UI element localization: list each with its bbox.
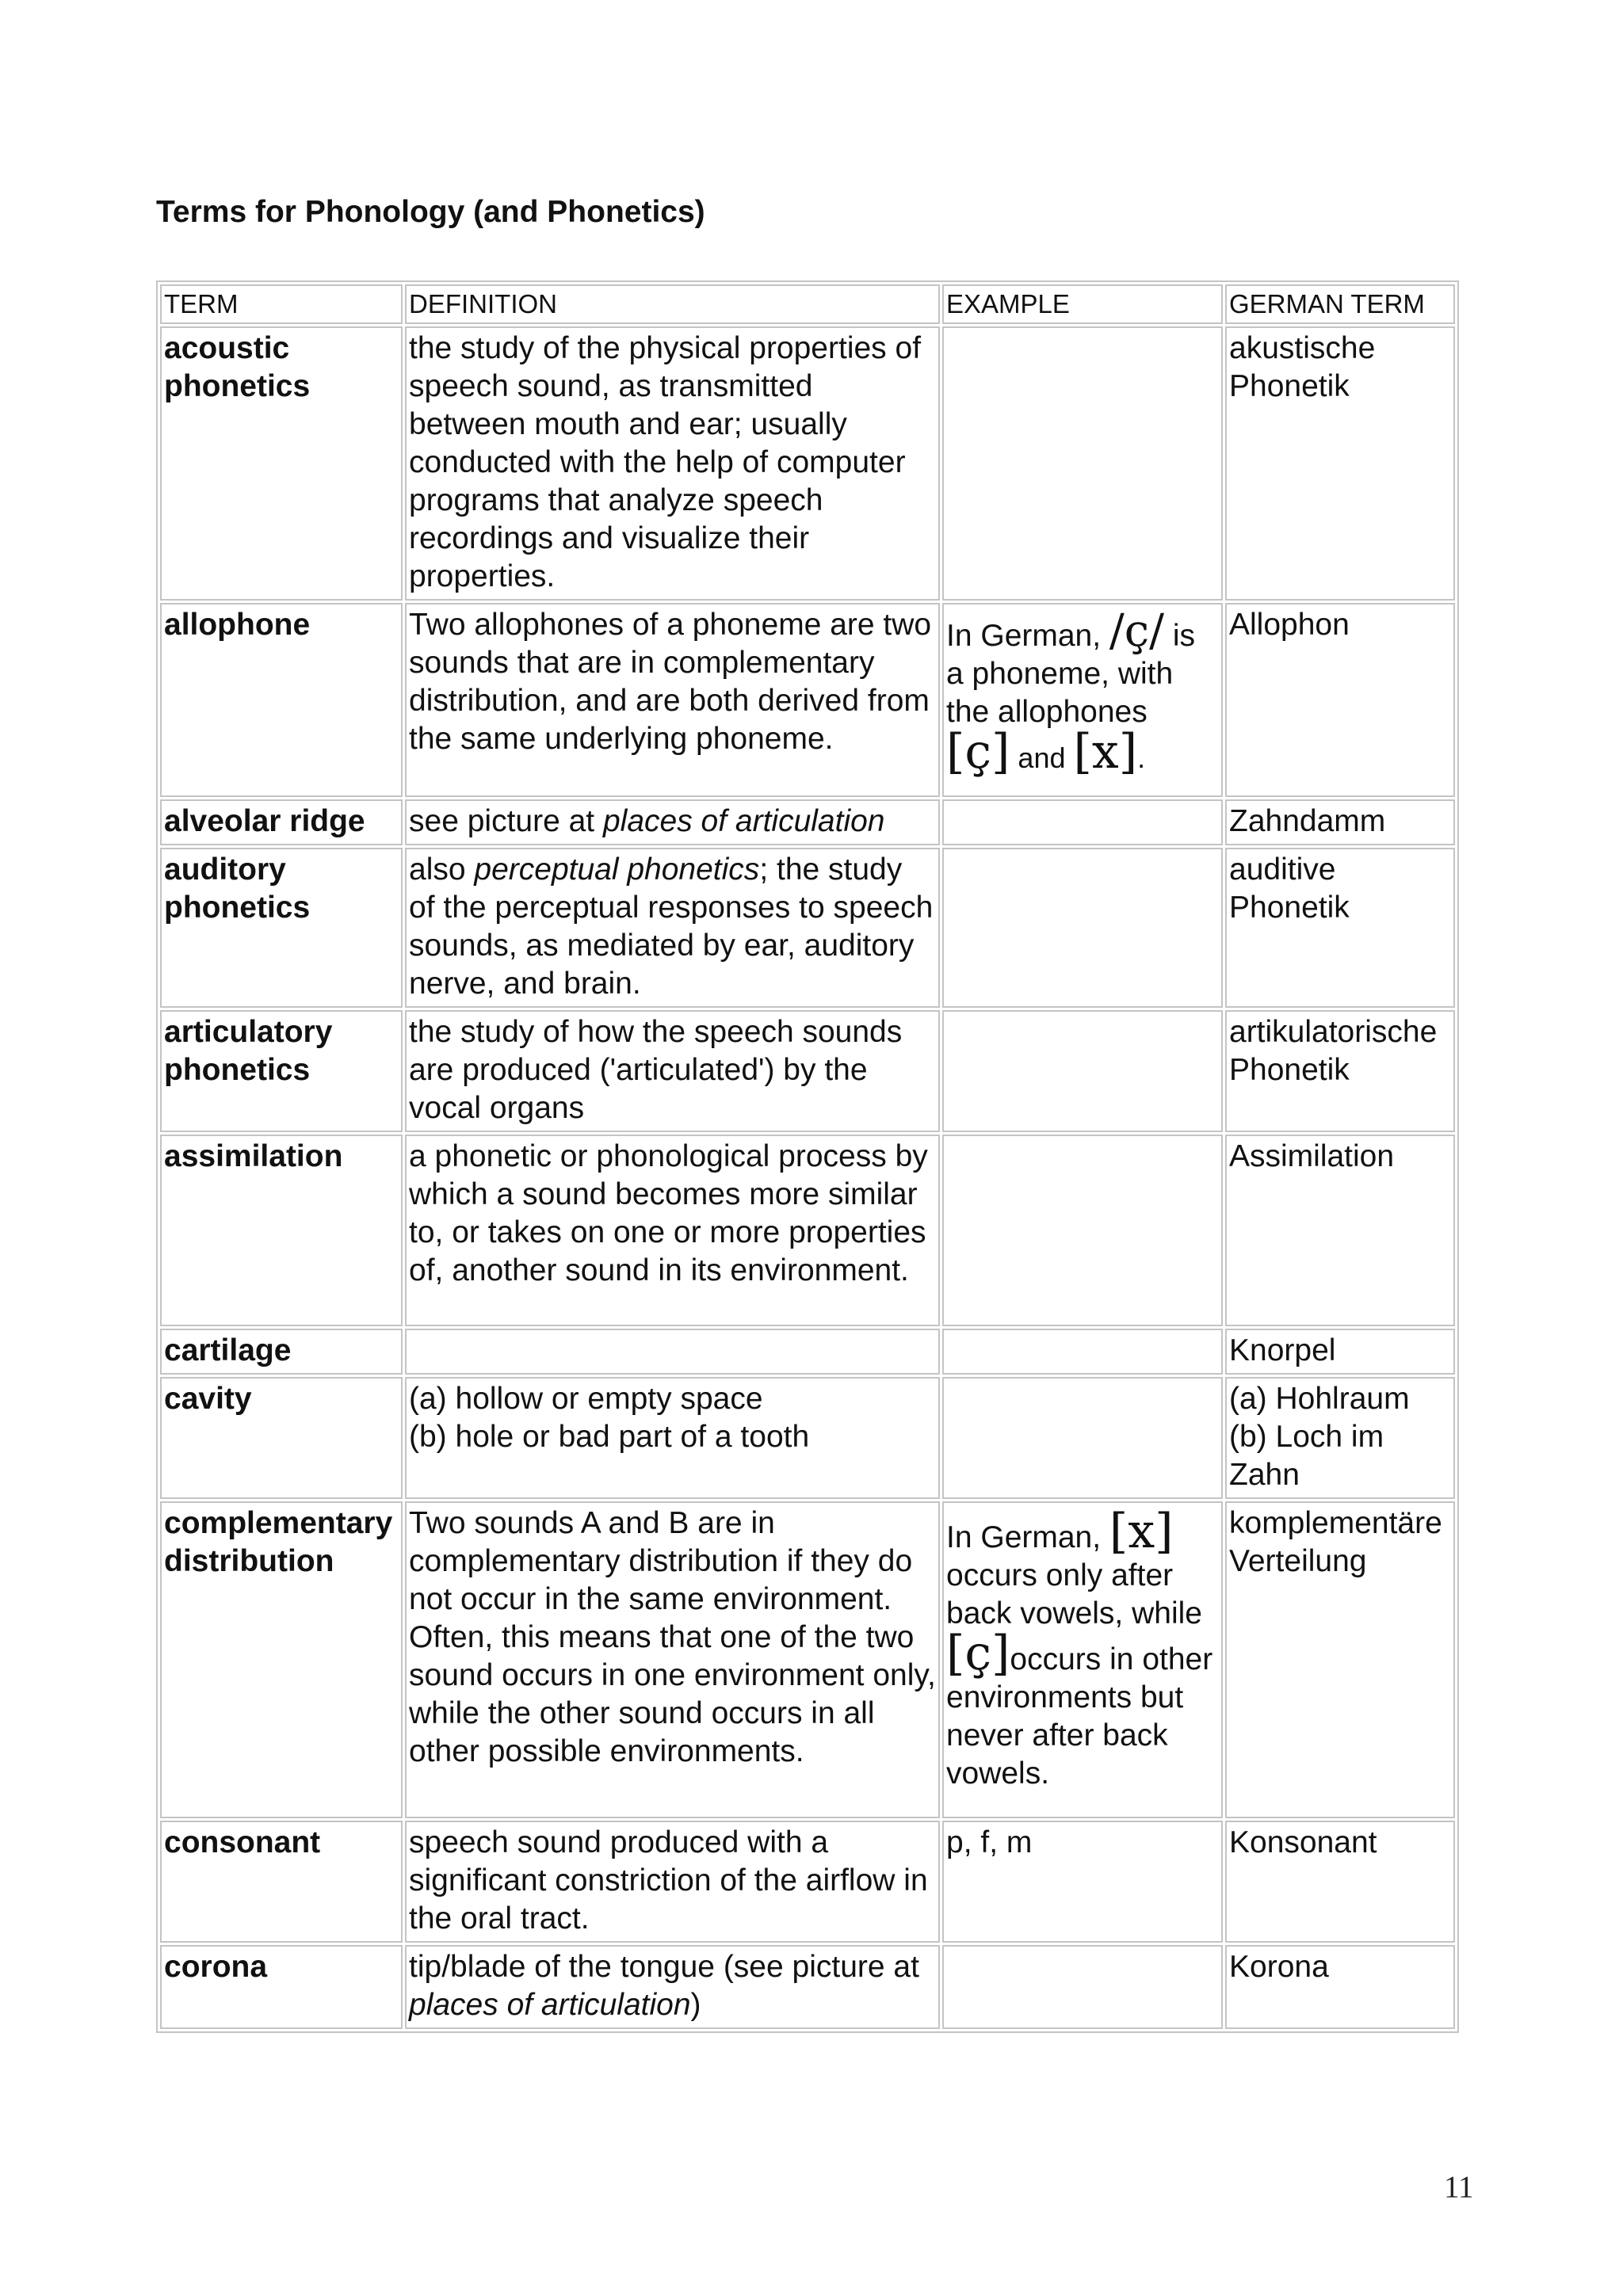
term-cell: consonant bbox=[160, 1821, 403, 1943]
definition-text: ) bbox=[690, 1988, 701, 2022]
definition-cell: Two allophones of a phoneme are two sounds that are in complementary distribution, and are both derived from the same underlying phoneme. bbox=[405, 603, 940, 797]
example-text: . bbox=[1137, 742, 1146, 774]
definition-cell: a phonetic or phonological process by which a sound becomes more similar to, or takes on one or more properties of, another sound in its environment. bbox=[405, 1135, 940, 1326]
ipa-symbol: /ç/ bbox=[1109, 605, 1165, 657]
table-row bbox=[160, 799, 1455, 845]
german-term-cell: Korona bbox=[1225, 1945, 1455, 2029]
ipa-symbol: [ç] bbox=[946, 724, 1010, 780]
term-cell: cavity bbox=[160, 1377, 403, 1499]
example-cell bbox=[942, 1329, 1223, 1375]
german-term-line: (b) Loch im Zahn bbox=[1229, 1420, 1384, 1492]
ipa-symbol: [x] bbox=[1073, 724, 1138, 780]
page-title: Terms for Phonology (and Phonetics) bbox=[156, 195, 705, 229]
table-row bbox=[160, 1821, 1455, 1943]
table-row bbox=[160, 1135, 1455, 1326]
example-text: occurs in other environments but never after back vowels. bbox=[946, 1642, 1213, 1791]
german-term-line: (a) Hohlraum bbox=[1229, 1382, 1410, 1416]
term-cell: assimilation bbox=[160, 1135, 403, 1326]
german-term-cell: auditive Phonetik bbox=[1225, 848, 1455, 1008]
example-cell: p, f, m bbox=[942, 1821, 1223, 1943]
table-row bbox=[160, 326, 1455, 601]
definition-cell: the study of the physical properties of speech sound, as transmitted between mouth and ear; usually conducted with the help of computer programs that analyze speech recordings and visualize their properties. bbox=[405, 326, 940, 601]
german-term-cell: artikulatorische Phonetik bbox=[1225, 1010, 1455, 1132]
term-cell: corona bbox=[160, 1945, 403, 2029]
german-term-cell bbox=[1225, 1377, 1455, 1499]
table-row bbox=[160, 1377, 1455, 1499]
example-cell bbox=[942, 1945, 1223, 2029]
definition-cell: Two sounds A and B are in complementary distribution if they do not occur in the same environment. Often, this means that one of the two sound occurs in one environment only, while the other sound occurs in all other possible environments. bbox=[405, 1501, 940, 1818]
example-cell bbox=[942, 1010, 1223, 1132]
page-number: 11 bbox=[1444, 2170, 1474, 2204]
german-term-cell: Zahndamm bbox=[1225, 799, 1455, 845]
example-cell bbox=[942, 1377, 1223, 1499]
definition-cell bbox=[405, 799, 940, 845]
definition-emphasis: places of articulation bbox=[602, 804, 885, 838]
definition-cell bbox=[405, 1377, 940, 1499]
definition-text: see picture at bbox=[409, 804, 603, 838]
german-term-cell: Knorpel bbox=[1225, 1329, 1455, 1375]
german-term-cell: Allophon bbox=[1225, 603, 1455, 797]
german-term-cell: Konsonant bbox=[1225, 1821, 1455, 1943]
example-cell bbox=[942, 799, 1223, 845]
definition-cell bbox=[405, 1329, 940, 1375]
definition-cell bbox=[405, 848, 940, 1008]
definition-line: (a) hollow or empty space bbox=[409, 1382, 763, 1416]
definition-emphasis: perceptual phonetics bbox=[474, 852, 760, 887]
definition-emphasis: places of articulation bbox=[409, 1988, 691, 2022]
german-term-cell: akustische Phonetik bbox=[1225, 326, 1455, 601]
definition-cell: speech sound produced with a significant constriction of the airflow in the oral tract. bbox=[405, 1821, 940, 1943]
german-term-cell: komplementäre Verteilung bbox=[1225, 1501, 1455, 1818]
column-header-definition: DEFINITION bbox=[405, 284, 940, 324]
definition-text: tip/blade of the tongue (see picture at bbox=[409, 1950, 919, 1984]
table-header-row bbox=[160, 284, 1455, 324]
example-cell bbox=[942, 1501, 1223, 1818]
definition-line: (b) hole or bad part of a tooth bbox=[409, 1420, 810, 1454]
definition-cell bbox=[405, 1945, 940, 2029]
ipa-symbol: [x] bbox=[1109, 1504, 1174, 1559]
ipa-symbol: [ç] bbox=[946, 1626, 1010, 1681]
column-header-german-term: GERMAN TERM bbox=[1225, 284, 1455, 324]
terms-table bbox=[156, 280, 1459, 2033]
example-text: In German, bbox=[946, 1520, 1109, 1554]
table-row bbox=[160, 603, 1455, 797]
column-header-example: EXAMPLE bbox=[942, 284, 1223, 324]
example-text: and bbox=[1010, 742, 1074, 774]
table-row bbox=[160, 1329, 1455, 1375]
term-cell: allophone bbox=[160, 603, 403, 797]
table-row bbox=[160, 1501, 1455, 1818]
term-cell: complementary distribution bbox=[160, 1501, 403, 1818]
example-cell bbox=[942, 326, 1223, 601]
term-cell: acoustic phonetics bbox=[160, 326, 403, 601]
column-header-term: TERM bbox=[160, 284, 403, 324]
definition-cell: the study of how the speech sounds are produced ('articulated') by the vocal organs bbox=[405, 1010, 940, 1132]
german-term-cell: Assimilation bbox=[1225, 1135, 1455, 1326]
term-cell: cartilage bbox=[160, 1329, 403, 1375]
term-cell: auditory phonetics bbox=[160, 848, 403, 1008]
example-text: occurs only after back vowels, while bbox=[946, 1558, 1202, 1630]
term-cell: alveolar ridge bbox=[160, 799, 403, 845]
definition-text: also bbox=[409, 852, 475, 887]
example-cell bbox=[942, 603, 1223, 797]
example-text: is a phoneme, with the allophones bbox=[946, 619, 1196, 729]
table-row bbox=[160, 848, 1455, 1008]
definition-text: ; the study of the perceptual responses to speech sounds, as mediated by ear, auditory nerve, and brain. bbox=[409, 852, 934, 1001]
term-cell: articulatory phonetics bbox=[160, 1010, 403, 1132]
example-cell bbox=[942, 848, 1223, 1008]
example-cell bbox=[942, 1135, 1223, 1326]
example-text: In German, bbox=[946, 619, 1109, 653]
table-row bbox=[160, 1010, 1455, 1132]
table-row bbox=[160, 1945, 1455, 2029]
